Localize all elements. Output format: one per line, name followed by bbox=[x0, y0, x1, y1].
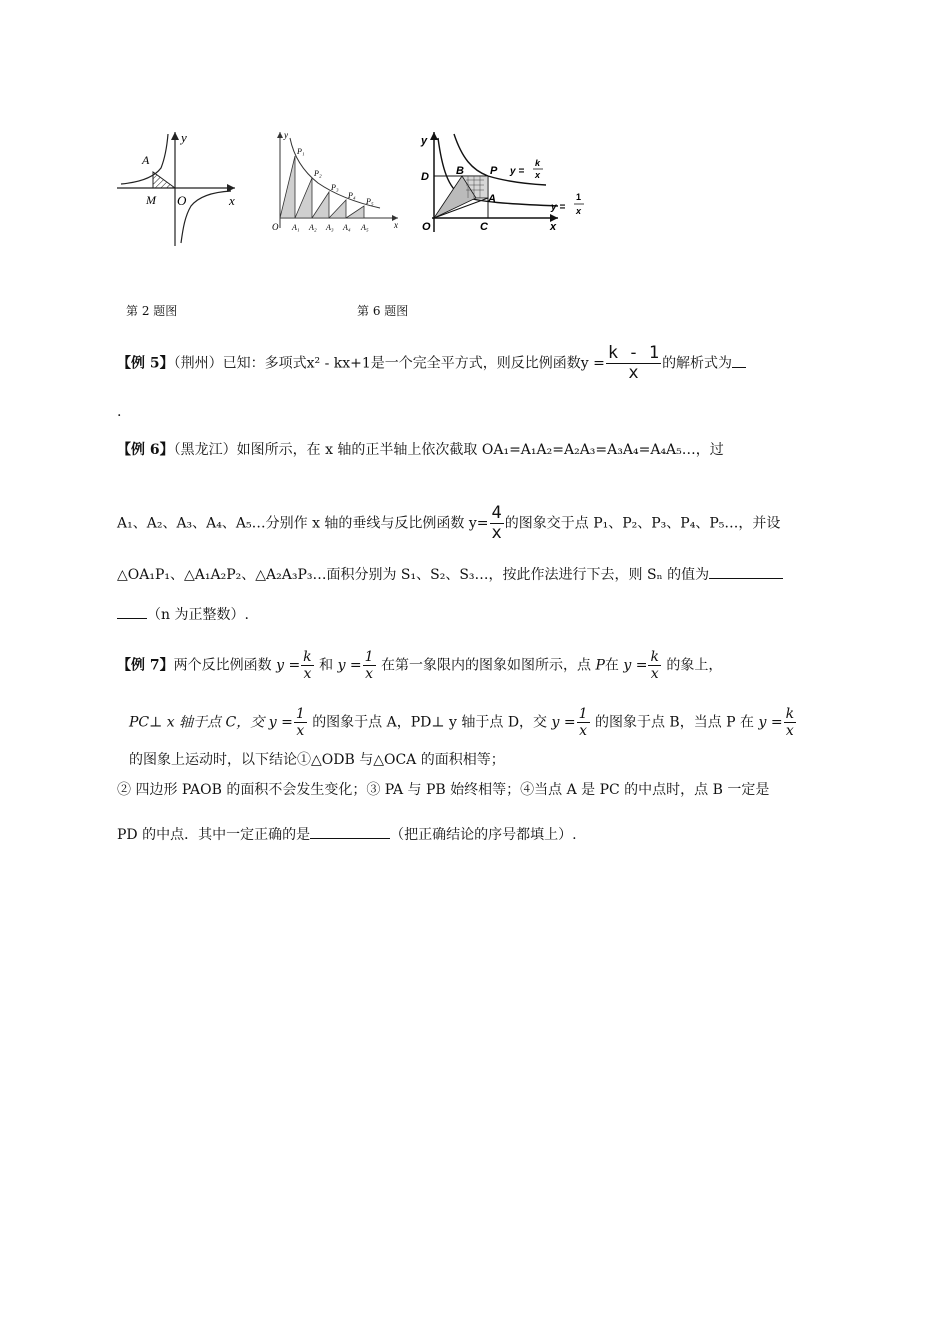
ex5-answer-blank[interactable] bbox=[732, 367, 746, 368]
ex7-l5a: PD 的中点．其中一定正确的是 bbox=[117, 827, 311, 843]
fig2-label-p3: P₃ bbox=[331, 183, 339, 192]
ex6-line1: 如图所示，在 x 轴的正半轴上依次截取 OA₁=A₁A₂=A₂A₃=A₃A₄=A₄A₅…，过 bbox=[236, 442, 724, 458]
fig2-label-p1: P₁ bbox=[297, 147, 305, 156]
fig3-label-c: C bbox=[480, 221, 488, 233]
example-6-line1 bbox=[117, 440, 724, 460]
ex5-yeq: y = bbox=[580, 355, 605, 372]
fig3-f2-num: 1 bbox=[576, 192, 582, 202]
ex7-frac-k-2-den: x bbox=[650, 666, 659, 682]
fig3-f2-lhs: y = bbox=[551, 202, 566, 213]
caption-figure-6: 第 6 题图 bbox=[357, 304, 409, 318]
fig2-label-x: x bbox=[394, 220, 398, 230]
ex7-frac-1-2-num: 1 bbox=[295, 706, 305, 722]
fig3-label-y: y bbox=[421, 135, 428, 147]
ex5-text2: 是一个完全平方式，则反比例函数 bbox=[370, 355, 581, 372]
ex6-line4: （n 为正整数）. bbox=[147, 607, 249, 623]
fig3-f1-lhs: y = bbox=[510, 166, 525, 177]
ex5-title: 【例 5】 bbox=[117, 355, 174, 372]
ex6-source: （黑龙江） bbox=[173, 442, 237, 458]
fig3-label-x: x bbox=[550, 221, 557, 233]
ex5-numerator: k - 1 bbox=[607, 343, 660, 363]
ex5-denominator: x bbox=[628, 363, 639, 383]
fig2-label-o: O bbox=[272, 222, 279, 232]
ex6-line3: △OA₁P₁、△A₁A₂P₂、△A₂A₃P₃…面积分别为 S₁、S₂、S₃…，按此作法进行下去，则 Sₙ 的值为 bbox=[117, 567, 710, 583]
ex6-line2b: 的图象交于点 P₁、P₂、P₃、P₄、P₅…，并设 bbox=[504, 515, 781, 532]
fig1-label-y: y bbox=[181, 130, 187, 145]
figure-hyperbola-triangle bbox=[113, 128, 243, 248]
figure-two-hyperbolas bbox=[418, 128, 588, 236]
ex7-frac-k-1 bbox=[301, 650, 313, 681]
ex5-end: . bbox=[117, 404, 122, 420]
ex7-frac-k-3 bbox=[784, 707, 796, 738]
fig1-label-x: x bbox=[229, 193, 235, 208]
ex7-answer-blank[interactable] bbox=[310, 838, 390, 839]
ex7-p: P bbox=[595, 657, 605, 674]
ex7-l2c: 的图象于点 B，当点 P 在 bbox=[594, 714, 755, 731]
example-7-line2 bbox=[129, 707, 797, 738]
fig3-label-b: B bbox=[456, 165, 464, 177]
ex7-frac-k-1-den: x bbox=[303, 666, 312, 682]
ex5-source: （荆州） bbox=[173, 355, 223, 372]
fig2-label-p4: P₄ bbox=[348, 191, 356, 200]
ex7-frac-1-1 bbox=[363, 650, 376, 681]
fig3-f2-den: x bbox=[576, 206, 582, 216]
ex7-frac-1-2-den: x bbox=[296, 723, 305, 739]
example-7-line1 bbox=[117, 650, 722, 681]
ex7-frac-k-1-num: k bbox=[303, 649, 312, 665]
ex7-frac-1-2 bbox=[294, 707, 307, 738]
ex7-yeq-3: y = bbox=[623, 657, 648, 674]
example-6-line2 bbox=[117, 505, 780, 542]
fig3-label-p: P bbox=[490, 165, 498, 177]
fig2-label-a2: A₂ bbox=[309, 223, 317, 232]
ex6-line2a: A₁、A₂、A₃、A₄、A₅…分别作 x 轴的垂线与反比例函数 y= bbox=[117, 515, 489, 532]
ex5-poly: x² - kx+1 bbox=[306, 355, 371, 372]
ex7-yeq-5: y = bbox=[551, 714, 576, 731]
ex7-l2a: PC⊥ x 轴于点 C，交 bbox=[129, 714, 265, 731]
ex6-fraction bbox=[490, 505, 504, 542]
fig2-label-p5: P₅ bbox=[366, 197, 374, 206]
fig2-label-a5: A₅ bbox=[361, 223, 369, 232]
ex6-title: 【例 6】 bbox=[117, 442, 174, 458]
ex7-yeq-1: y = bbox=[276, 657, 301, 674]
figure-triangles-on-curve bbox=[268, 128, 403, 238]
fig1-label-m: M bbox=[146, 193, 156, 207]
example-7-line5 bbox=[117, 825, 577, 845]
caption-figure-2: 第 2 题图 bbox=[126, 304, 178, 318]
fig1-label-a: A bbox=[142, 153, 150, 167]
fig3-label-o: O bbox=[422, 221, 431, 233]
fig3-label-d: D bbox=[421, 171, 429, 183]
example-5 bbox=[117, 345, 746, 382]
ex7-frac-k-3-den: x bbox=[785, 723, 794, 739]
ex7-frac-1-3-den: x bbox=[579, 723, 587, 739]
ex6-answer-blank-cont[interactable] bbox=[117, 618, 147, 619]
fig2-label-a4: A₄ bbox=[343, 223, 351, 232]
ex7-title: 【例 7】 bbox=[117, 657, 174, 674]
ex7-frac-1-1-den: x bbox=[365, 666, 374, 682]
ex7-yeq-6: y = bbox=[758, 714, 783, 731]
fig2-label-a3: A₃ bbox=[326, 223, 334, 232]
ex7-frac-1-3 bbox=[577, 707, 590, 738]
ex7-in: 在 bbox=[604, 657, 619, 674]
fig3-f1-den: x bbox=[535, 170, 541, 180]
ex7-frac-1-1-num: 1 bbox=[364, 649, 374, 665]
ex6-denominator: x bbox=[491, 523, 502, 543]
ex7-frac-k-2-num: k bbox=[650, 649, 659, 665]
ex7-t1: 两个反比例函数 bbox=[173, 657, 272, 674]
fig2-label-y: y bbox=[284, 130, 288, 140]
ex7-t3: 的象上， bbox=[666, 657, 723, 674]
fig3-label-a: A bbox=[488, 193, 496, 205]
fig2-label-p2: P₂ bbox=[314, 169, 322, 178]
ex5-fraction bbox=[606, 345, 661, 382]
ex5-text3: 的解析式为 bbox=[662, 355, 733, 372]
ex7-l2b: 的图象于点 A，PD⊥ y 轴于点 D，交 bbox=[312, 714, 548, 731]
fig2-label-a1: A₁ bbox=[292, 223, 300, 232]
ex7-l5b: （把正确结论的序号都填上）. bbox=[390, 827, 577, 843]
ex6-answer-blank[interactable] bbox=[709, 578, 783, 579]
ex7-yeq-2: y = bbox=[337, 657, 362, 674]
example-6-line4 bbox=[117, 605, 249, 625]
ex7-and: 和 bbox=[319, 657, 334, 674]
ex7-frac-k-2 bbox=[648, 650, 660, 681]
fig1-label-o: O bbox=[177, 193, 187, 208]
ex7-yeq-4: y = bbox=[268, 714, 293, 731]
fig3-f1-num: k bbox=[535, 158, 541, 168]
example-7-line3: 的图象上运动时，以下结论①△ODB 与△OCA 的面积相等； bbox=[129, 752, 505, 768]
ex7-frac-1-3-num: 1 bbox=[578, 706, 588, 722]
ex6-numerator: 4 bbox=[491, 503, 502, 523]
ex7-t2: 在第一象限内的图象如图所示，点 bbox=[381, 657, 592, 674]
example-7-line4: ② 四边形 PAOB 的面积不会发生变化；③ PA 与 PB 始终相等；④当点 A 是 PC 的中点时，点 B 一定是 bbox=[117, 782, 770, 798]
example-6-line3 bbox=[117, 565, 783, 585]
ex5-text1: 已知：多项式 bbox=[222, 355, 307, 372]
ex7-frac-k-3-num: k bbox=[785, 706, 795, 722]
